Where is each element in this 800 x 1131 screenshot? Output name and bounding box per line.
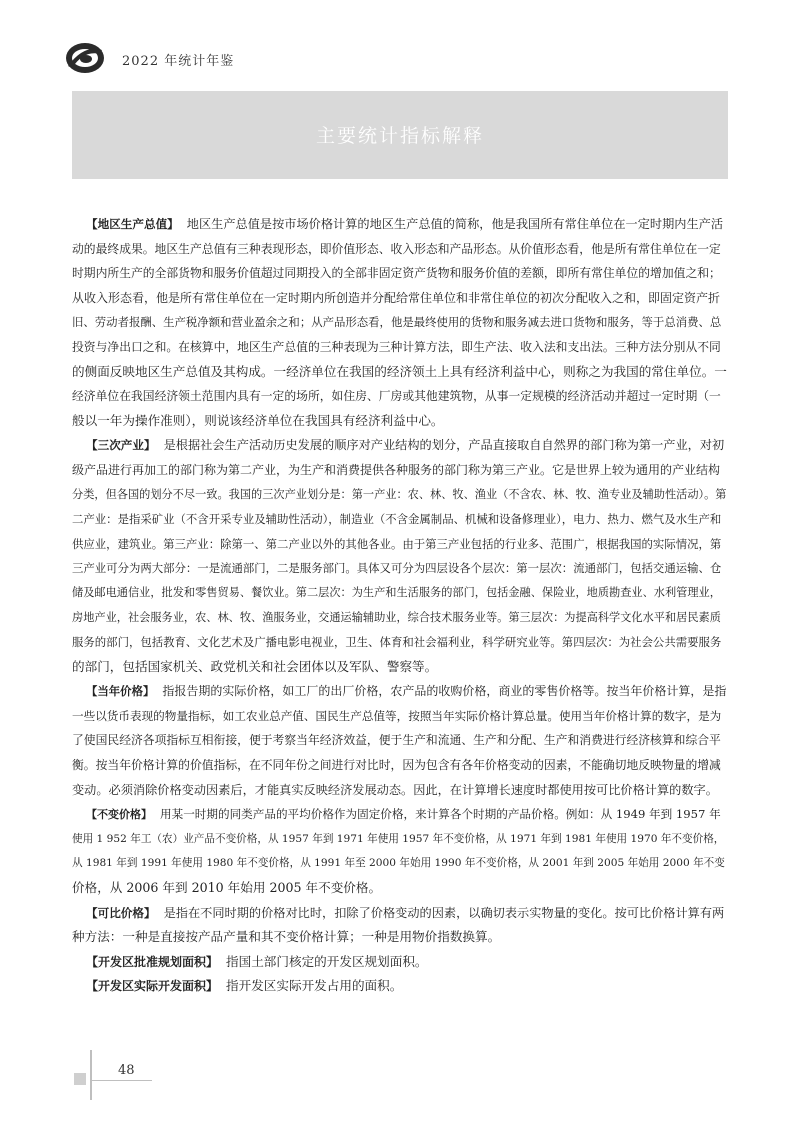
definition-line [72, 458, 728, 483]
definition-text: 二产业：是指采矿业（不含开采专业及辅助性活动），制造业（不含金属制品、机械和设备修理业），电力、热力、燃气及水生产和 [72, 512, 722, 527]
definition-text: 种方法：一种是直接按产品产量和其不变价格计算；一种是用物价指数换算。 [72, 929, 501, 945]
definition-text: 了使国民经济各项指标互相衔接，便于考察当年经济效益，便于生产和流通、生产和分配、生产和消费进行经济核算和综合平 [72, 733, 721, 748]
definition-text: 供应业，建筑业。第三产业：除第一、第二产业以外的其他各业。由于第三产业包括的行业多、范围广，根据我国的实际情况，第 [72, 536, 722, 551]
definition-text: 指报告期的实际价格，如工厂的出厂价格，农产品的收购价格，商业的零售价格等。按当年价格计算，是指 [162, 684, 727, 699]
definition-term: 【开发区实际开发面积】 [86, 979, 219, 994]
definition-line [72, 606, 728, 631]
definition-text: 用某一时期的同类产品的平均价格作为固定价格，来计算各个时期的产品价格。例如：从 1949 年到 1957 年 [160, 807, 721, 822]
definition-line [72, 704, 728, 729]
definition-text: 经济单位在我国经济领土范围内具有一定的场所，如住房、厂房或其他建筑物，从事一定规模的经济活动并超过一定时期（一 [72, 389, 721, 404]
definition-entry [72, 802, 728, 900]
section-banner [72, 91, 728, 179]
definition-text: 服务的部门，包括教育、文化艺术及广播电影电视业，卫生、体育和社会福利业，科学研究业等。第四层次：为社会公共需要服务 [72, 635, 722, 650]
definition-entry [72, 679, 728, 802]
definition-line [72, 876, 728, 901]
definition-text: 动的最终成果。地区生产总值有三种表现形态，即价值形态、收入形态和产品形态。从价值形态看，他是所有常住单位在一定 [72, 241, 721, 256]
definition-entry [72, 901, 728, 950]
definition-text: 房地产业，社会服务业，农、林、牧、渔服务业，交通运输辅助业，综合技术服务业等。第三层次：为提高科学文化水平和居民素质 [72, 610, 721, 624]
section-title: 主要统计指标解释 [315, 125, 484, 147]
definition-line [72, 778, 728, 803]
definition-term: 【地区生产总值】 [86, 217, 179, 231]
definition-line [72, 384, 728, 409]
footer-square-mark [74, 1073, 86, 1085]
definition-term: 【不变价格】 [86, 808, 152, 822]
definition-text: 从 1981 年到 1991 年使用 1980 年不变价格，从 1991 年至 2000 年始用 1990 年不变价格，从 2001 年到 2005 年始用 2000 年不变 [72, 857, 725, 870]
definition-line [72, 310, 728, 335]
definition-line [72, 679, 728, 704]
definition-line [72, 581, 728, 606]
definition-line [72, 901, 728, 926]
definition-text: 一些以货币表现的物量指标，如工农业总产值、国民生产总值等，按照当年实际价格计算总量。使用当年价格计算的数字，是为 [72, 708, 722, 723]
definition-line [72, 335, 728, 360]
definition-text: 是根据社会生产活动历史发展的顺序对产业结构的划分，产品直接取自自然界的部门称为第一产业，对初 [163, 438, 725, 453]
definition-line [72, 950, 728, 975]
definition-line [72, 802, 728, 827]
definition-line [72, 728, 728, 753]
definition-line [72, 851, 728, 876]
definition-entry [72, 950, 728, 975]
page-number: 48 [118, 1063, 135, 1078]
definition-term: 【三次产业】 [86, 438, 156, 453]
definition-line [72, 925, 728, 950]
definition-line [72, 655, 728, 680]
definition-term: 【当年价格】 [86, 684, 155, 699]
footer-divider [90, 1050, 92, 1100]
definition-text: 三产业可分为两大部分：一是流通部门，二是服务部门。具体又可分为四层设各个层次：第一层次：流通部门，包括交通运输、仓 [72, 561, 722, 576]
definition-text: 般以一年为操作准则），则说该经济单位在我国具有经济利益中心。 [72, 412, 444, 428]
definition-text: 使用 1 952 年工（农）业产品不变价格，从 1957 年到 1971 年使用 1957 年不变价格，从 1971 年到 1981 年使用 1970 年不变价格， [72, 832, 725, 845]
definition-text: 储及邮电通信业，批发和零售贸易、餐饮业。第二层次：为生产和生活服务的部门，包括金融、保险业，地质勘查业、水利管理业， [72, 585, 721, 599]
definition-line [72, 360, 728, 385]
definition-text: 从收入形态看，他是所有常住单位在一定时期内所创造并分配给常住单位和非常住单位的初次分配收入之和，即固定资产折 [72, 290, 721, 305]
definition-entry [72, 433, 728, 679]
definition-line [72, 532, 728, 557]
definition-text: 价格，从 2006 年到 2010 年始用 2005 年不变价格。 [72, 880, 382, 896]
definitions-list [72, 212, 728, 999]
definition-line [72, 507, 728, 532]
definition-text: 级产品进行再加工的部门称为第二产业，为生产和消费提供各种服务的部门称为第三产业。它是世界上较为通用的产业结构 [72, 462, 721, 477]
yearbook-title: 2022 年统计年鉴 [122, 54, 235, 69]
definition-line [72, 556, 728, 581]
definition-line [72, 433, 728, 458]
definition-line [72, 483, 728, 508]
definition-line [72, 212, 728, 237]
footer-rule [92, 1080, 152, 1081]
definition-entry [72, 974, 728, 999]
definition-text: 投资与净出口之和。在核算中，地区生产总值的三种表现为三种计算方法，即生产法、收入法和支出法。三种方法分别从不同 [72, 339, 721, 354]
definition-line [72, 827, 728, 852]
definition-text: 的侧面反映地区生产总值及其构成。一经济单位在我国的经济领土上具有经济利益中心，则称之为我国的常住单位。一 [72, 363, 727, 379]
definition-text: 的部门，包括国家机关、政党机关和社会团体以及军队、警察等。 [72, 658, 438, 674]
definition-line [72, 261, 728, 286]
definition-text: 旧、劳动者报酬、生产税净额和营业盈余之和；从产品形态看，他是最终使用的货物和服务减去进口货物和服务，等于总消费、总 [72, 315, 722, 330]
definition-entry [72, 212, 728, 433]
definition-line [72, 409, 728, 434]
definition-text: 分类，但各国的划分不尽一致。我国的三次产业划分是：第一产业：农、林、牧、渔业（不含农、林、牧、渔专业及辅助性活动）。第 [72, 487, 727, 501]
definition-text: 指国土部门核定的开发区规划面积。 [226, 953, 428, 969]
definition-text: 是指在不同时期的价格对比时，扣除了价格变动的因素，以确切表示实物量的变化。按可比价格计算有两 [163, 905, 725, 920]
definition-text: 地区生产总值是按市场价格计算的地区生产总值的简称，他是我国所有常住单位在一定时期内生产活 [186, 217, 724, 231]
definition-line [72, 753, 728, 778]
definition-line [72, 630, 728, 655]
definition-term: 【开发区批准规划面积】 [86, 954, 219, 969]
definition-text: 变动。必须消除价格变动因素后，才能真实反映经济发展动态。因此，在计算增长速度时都使用按可比价格计算的数字。 [72, 782, 718, 797]
definition-text: 指开发区实际开发占用的面积。 [226, 978, 403, 994]
definition-line [72, 974, 728, 999]
definition-text: 衡。按当年价格计算的价值指标，在不同年份之间进行对比时，因为包含有各年价格变动的因素，不能确切地反映物量的增减 [72, 758, 721, 773]
definition-line [72, 286, 728, 311]
definition-text: 时期内所生产的全部货物和服务价值超过同期投入的全部非固定资产货物和服务价值的差额，即所有常住单位的增加值之和； [72, 266, 721, 281]
yearbook-logo-icon [64, 40, 106, 76]
definition-term: 【可比价格】 [86, 905, 156, 920]
definition-line [72, 237, 728, 262]
